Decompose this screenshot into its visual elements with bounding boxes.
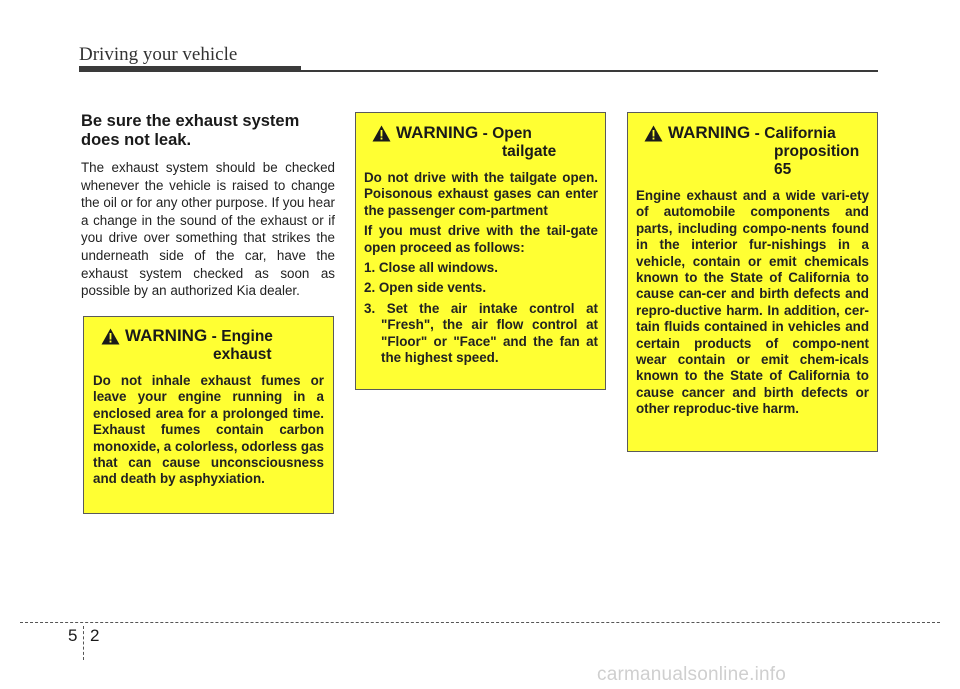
warning-title-line1: California bbox=[764, 125, 836, 142]
warning-engine-header bbox=[93, 327, 324, 364]
warning-title-line2: exhaust bbox=[213, 346, 272, 363]
warning-engine-body: Do not inhale exhaust fumes or leave your engine running in a enclosed area for a prolonged time. Exhaust fumes contain carbon monoxide, a colorless, odorless gas that can cause unconsciousness and death by asphyxiation. bbox=[93, 373, 324, 487]
warning-tailgate-body bbox=[364, 170, 598, 366]
header-bar-thick bbox=[79, 66, 301, 72]
warning-open-tailgate bbox=[355, 112, 606, 390]
list-item: 3. Set the air intake control at "Fresh", the air flow control at "Floor" or "Face" and the fan at the highest speed. bbox=[364, 300, 598, 366]
warning-california-body: Engine exhaust and a wide vari-ety of automobile components and parts, including compo-nents found in the interior fur-nishings in a vehicle, contain or emit chemicals known to the State of California to cause can-cer and birth defects and repro-ductive harm. In addition, cer-tain fluids contained in vehicles and certain products of compo-nent wear contain or emit chem-icals known to the State of California to cause cancer and birth defects or other reproduc-tive harm. bbox=[636, 188, 869, 417]
warning-dash: - bbox=[482, 125, 488, 142]
header-bar-thin bbox=[301, 70, 878, 72]
list-item: 1. Close all windows. bbox=[364, 260, 498, 276]
section-heading bbox=[81, 112, 335, 150]
page-number: 2 bbox=[90, 626, 100, 645]
warning-california-header bbox=[636, 124, 869, 179]
warning-word: WARNING bbox=[396, 123, 479, 142]
warning-title-line2: proposition bbox=[774, 143, 860, 160]
warning-title-line3: 65 bbox=[774, 161, 792, 178]
warning-word: WARNING bbox=[125, 326, 208, 345]
warning-dash: - bbox=[211, 328, 217, 345]
warning-title-line2: tailgate bbox=[502, 143, 557, 160]
watermark: carmanualsonline.info bbox=[597, 664, 787, 685]
header-title: Driving your vehicle bbox=[79, 44, 238, 65]
warning-tailgate-para1: Do not drive with the tailgate open. Poisonous exhaust gases can enter the passenger com-partment bbox=[364, 170, 598, 218]
page-number-separator bbox=[83, 626, 84, 660]
section-heading-line2: does not leak. bbox=[81, 131, 192, 149]
warning-tailgate-para2: If you must drive with the tail-gate open proceed as follows: bbox=[364, 223, 598, 255]
warning-word: WARNING bbox=[668, 123, 751, 142]
warning-engine-exhaust bbox=[83, 316, 334, 514]
warning-triangle-icon bbox=[644, 125, 663, 147]
warning-tailgate-header bbox=[364, 124, 598, 161]
footer-divider bbox=[20, 622, 940, 623]
warning-title-line1: Open bbox=[492, 125, 532, 142]
warning-triangle-icon bbox=[101, 328, 120, 350]
exhaust-section bbox=[81, 112, 335, 300]
warning-california-prop65 bbox=[627, 112, 878, 452]
list-item: 2. Open side vents. bbox=[364, 280, 487, 296]
warning-title-line1: Engine bbox=[221, 328, 273, 345]
warning-dash: - bbox=[754, 125, 760, 142]
section-heading-line1: Be sure the exhaust system bbox=[81, 112, 300, 130]
warning-tailgate-steps bbox=[364, 260, 598, 366]
section-body: The exhaust system should be checked whenever the vehicle is raised to change the oil or for any other purpose. If you hear a change in the sound of the exhaust or if you drive over something that strikes the underneath side of the car, have the exhaust system checked as soon as possible by an authorized Kia dealer. bbox=[81, 160, 335, 299]
chapter-number: 5 bbox=[68, 626, 78, 645]
warning-triangle-icon bbox=[372, 125, 391, 147]
